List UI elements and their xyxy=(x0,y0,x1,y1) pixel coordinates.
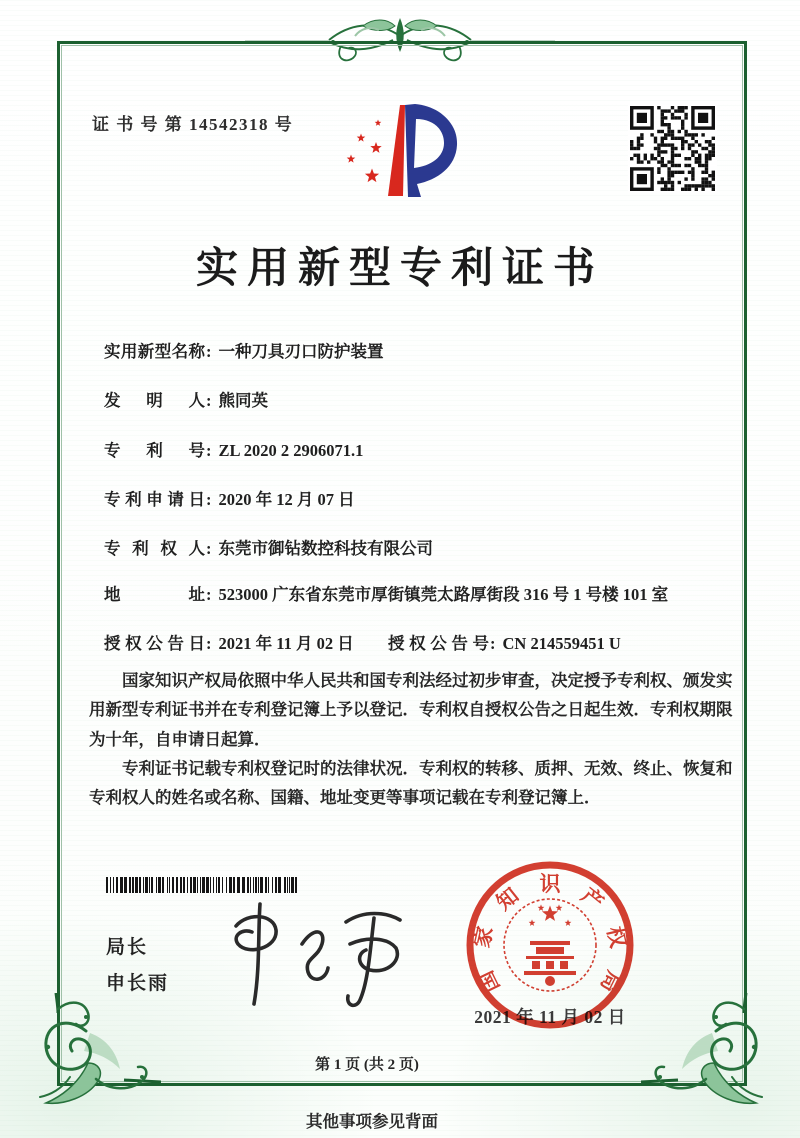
logo-red-wedge xyxy=(388,105,405,196)
field-label: 地址 xyxy=(104,585,205,604)
qr-code-icon xyxy=(628,104,717,193)
logo-stars-icon xyxy=(347,120,382,183)
field-grant-date xyxy=(104,633,354,655)
field-label: 实用新型名称 xyxy=(104,342,205,361)
svg-text:国: 国 xyxy=(473,967,505,997)
field-colon: : xyxy=(206,634,212,653)
legal-paragraph-2: 专利证书记载专利权登记时的法律状况．专利权的转移、质押、无效、终止、恢复和专利权人的姓名或名称、国籍、地址变更等事项记载在专利登记簿上． xyxy=(89,759,733,808)
field-colon: : xyxy=(206,441,212,460)
field-label: 专利号 xyxy=(104,441,205,460)
legal-paragraph-1: 国家知识产权局依照中华人民共和国专利法经过初步审查，决定授予专利权、颁发实用新型专利证书并在专利登记簿上予以登记．专利权自授权公告之日起生效．专利权期限为十年，自申请日起算． xyxy=(89,671,733,749)
page-number: 第 1 页 (共 2 页) xyxy=(315,1057,419,1073)
certificate-number: 证 书 号 第 14542318 号 xyxy=(92,115,294,134)
field-label: 专利权人 xyxy=(104,539,205,558)
handwritten-signature-icon xyxy=(218,892,408,1020)
svg-text:知: 知 xyxy=(491,883,524,915)
page-title: 实用新型专利证书 xyxy=(195,246,604,292)
field-value: 东莞市御钻数控科技有限公司 xyxy=(218,539,433,558)
field-value: CN 214559451 U xyxy=(502,634,621,653)
signer-name: 申长雨 xyxy=(106,973,170,994)
field-value: 一种刀具刃口防护装置 xyxy=(218,342,384,361)
field-colon: : xyxy=(206,391,212,410)
field-colon: : xyxy=(206,490,212,509)
field-patentee xyxy=(104,538,433,560)
field-label: 授权公告号 xyxy=(388,634,489,653)
field-filing-date xyxy=(104,489,355,511)
seal-date: 2021 年 11 月 02 日 xyxy=(474,1007,626,1027)
field-label: 发明人 xyxy=(104,391,205,410)
svg-text:产: 产 xyxy=(576,883,609,915)
svg-text:权: 权 xyxy=(602,924,631,950)
field-value: 熊同英 xyxy=(218,391,268,410)
signer-title: 局长 xyxy=(106,937,149,958)
field-colon: : xyxy=(206,585,212,604)
svg-text:识: 识 xyxy=(539,872,561,896)
field-value: 2020 年 12 月 07 日 xyxy=(218,490,355,509)
barcode-icon xyxy=(106,877,302,893)
back-note: 其他事项参见背面 xyxy=(306,1112,438,1131)
field-address xyxy=(104,584,724,606)
field-value: 523000 广东省东莞市厚街镇莞太路厚街段 316 号 1 号楼 101 室 xyxy=(218,585,669,604)
logo-blue-p xyxy=(405,104,457,197)
field-value: ZL 2020 2 2906071.1 xyxy=(218,441,364,460)
field-inventor xyxy=(104,390,268,412)
svg-text:家: 家 xyxy=(469,924,498,950)
field-colon: : xyxy=(206,539,212,558)
legal-text xyxy=(89,666,739,813)
field-colon: : xyxy=(206,342,212,361)
field-label: 授权公告日 xyxy=(104,634,205,653)
field-value: 2021 年 11 月 02 日 xyxy=(218,634,354,653)
svg-text:局: 局 xyxy=(595,967,627,997)
field-utility-model-name xyxy=(104,341,384,363)
field-colon: : xyxy=(490,634,496,653)
field-label: 专利申请日 xyxy=(104,490,205,509)
cnipa-patent-logo-icon xyxy=(335,97,465,203)
field-grant-number xyxy=(388,633,621,655)
national-emblem-icon xyxy=(529,904,572,926)
field-patent-number xyxy=(104,440,363,462)
official-red-seal-icon xyxy=(462,857,638,1033)
